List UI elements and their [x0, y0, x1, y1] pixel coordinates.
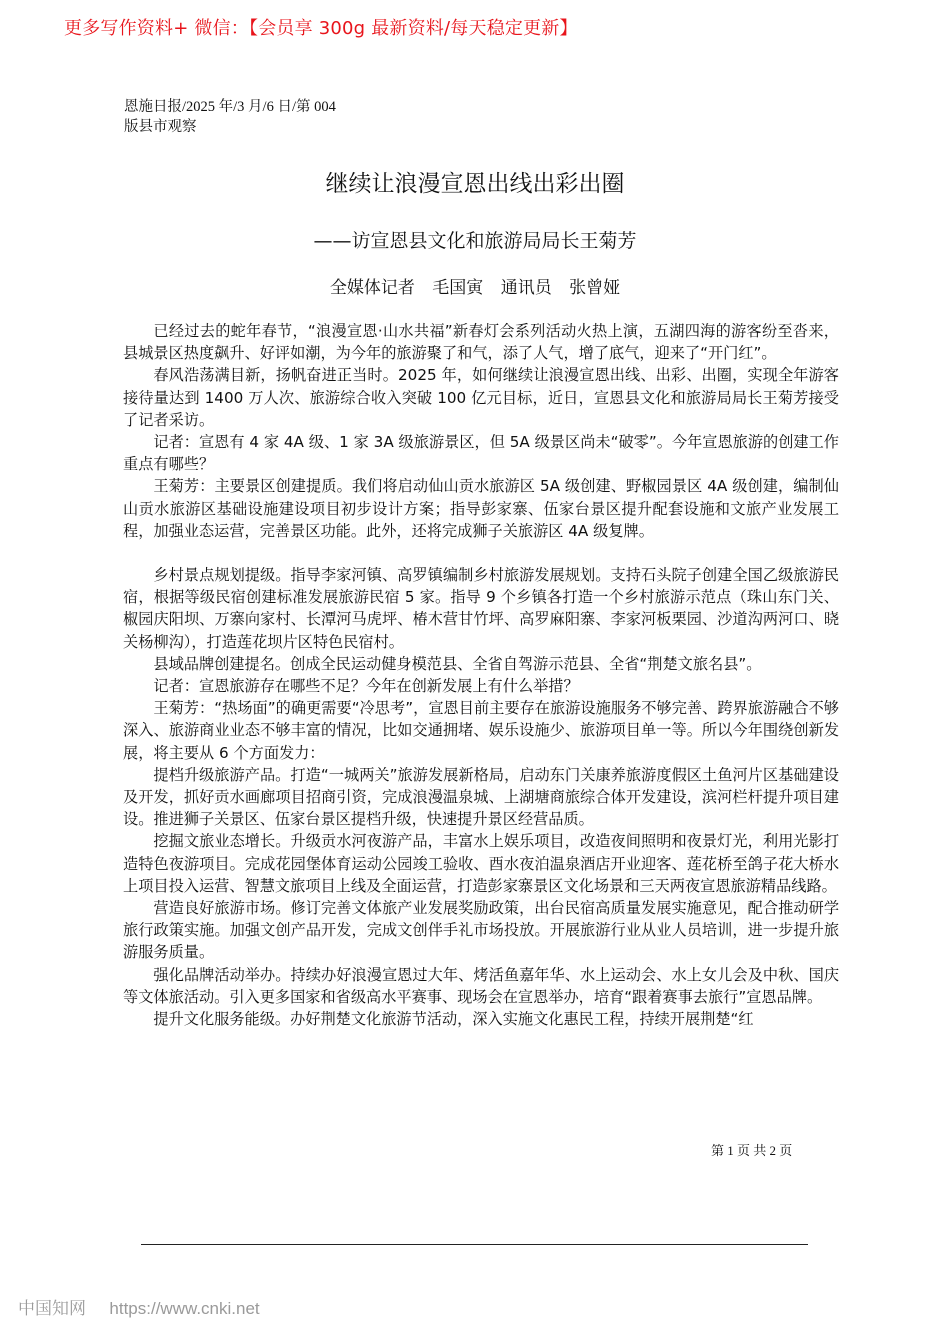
paragraph: 提档升级旅游产品。打造“一城两关”旅游发展新格局，启动东门关康养旅游度假区土鱼河片区基础建设及开发，抓好贡水画廊项目招商引资，完成浪漫温泉城、上湖塘商旅综合体开发建设，滨河栏杆提升项目建设。推进狮子关景区、伍家台景区提档升级，快速提升景区经营品质。: [123, 765, 839, 829]
footer-site-name: 中国知网: [18, 1299, 86, 1319]
byline-role-reporter: 全媒体记者: [329, 278, 415, 298]
article-body: [123, 320, 839, 1030]
page-number: 第 1 页 共 2 页: [711, 1143, 793, 1158]
source-line-2: 版县市观察: [124, 119, 197, 135]
paragraph: 记者：宣恩旅游存在哪些不足？今年在创新发展上有什么举措？: [153, 677, 579, 696]
footer-watermark: [18, 1294, 260, 1319]
paragraph: 提升文化服务能级。办好荆楚文化旅游节活动，深入实施文化惠民工程，持续开展荆楚“红: [153, 1010, 754, 1029]
byline-name-reporter: 毛国寅: [432, 278, 484, 298]
paragraph: 乡村景点规划提级。指导李家河镇、高罗镇编制乡村旅游发展规划。支持石头院子创建全国乙级旅游民宿，根据等级民宿创建标准发展旅游民宿 5 家。指导 9 个乡镇各打造一个乡村旅游示范点（珠山东门关、椒园庆阳坝、万寨向家村、长潭河马虎坪、椿木营甘竹坪、高罗麻阳寨、李家河板栗园、沙道沟两河口、晓关杨柳沟），打造莲花坝片区特色民宿村。: [123, 566, 839, 651]
source-line-1: 恩施日报/2025 年/3 月/6 日/第 004: [124, 99, 336, 115]
paragraph: 挖掘文旅业态增长。升级贡水河夜游产品，丰富水上娱乐项目，改造夜间照明和夜景灯光，利用光影打造特色夜游项目。完成花园堡体育运动公园竣工验收、酉水夜泊温泉酒店开业迎客、莲花桥至鸽子花大桥水上项目投入运营、智慧文旅项目上线及全面运营，打造彭家寨景区文化场景和三天两夜宣恩旅游精品线路。: [123, 832, 839, 895]
footer-url[interactable]: https://www.cnki.net: [109, 1299, 260, 1318]
footer-divider: [141, 1244, 808, 1245]
article-title: 继续让浪漫宣恩出线出彩出圈: [325, 171, 625, 197]
paragraph: 已经过去的蛇年春节，“浪漫宣恩·山水共福”新春灯会系列活动火热上演，五湖四海的游客纷至沓来，县城景区热度飙升、好评如潮，为今年的旅游聚了和气，添了人气，增了底气，迎来了“开门红”。: [123, 322, 839, 363]
paragraph: 营造良好旅游市场。修订完善文体旅产业发展奖励政策，出台民宿高质量发展实施意见，配合推动研学旅行政策实施。加强文创产品开发，完成文创伴手礼市场投放。开展旅游行业从业人员培训，进一步提升旅游服务质量。: [123, 899, 839, 962]
paragraph: 王菊芳：主要景区创建提质。我们将启动仙山贡水旅游区 5A 级创建、野椒园景区 4A 级创建，编制仙山贡水旅游区基础设施建设项目初步设计方案；指导彭家寨、伍家台景区提升配套设施和文旅产业发展工程，加强业态运营，完善景区功能。此外，还将完成狮子关旅游区 4A 级复牌。: [123, 477, 839, 540]
source-info: [124, 97, 336, 137]
byline: [0, 273, 950, 298]
paragraph: 春风浩荡满目新，扬帆奋进正当时。2025 年，如何继续让浪漫宣恩出线、出彩、出圈，实现全年游客接待量达到 1400 万人次、旅游综合收入突破 100 亿元目标，近日，宣恩县文化和旅游局局长王菊芳接受了记者采访。: [123, 366, 839, 429]
paragraph: 王菊芳：“热场面”的确更需要“冷思考”，宣恩目前主要存在旅游设施服务不够完善、跨界旅游融合不够深入、旅游商业业态不够丰富的情况，比如交通拥堵、娱乐设施少、旅游项目单一等。所以今年围绕创新发展，将主要从 6 个方面发力：: [123, 699, 839, 762]
promo-banner: 更多写作资料+ 微信：【会员享 300g 最新资料/每天稳定更新】: [64, 18, 578, 39]
byline-role-correspondent: 通讯员: [500, 278, 552, 298]
byline-name-correspondent: 张曾娅: [569, 278, 621, 298]
paragraph: 县域品牌创建提名。创成全民运动健身模范县、全省自驾游示范县、全省“荆楚文旅名县”。: [153, 654, 762, 673]
article-subtitle: ——访宣恩县文化和旅游局局长王菊芳: [313, 230, 637, 252]
paragraph: 记者：宣恩有 4 家 4A 级、1 家 3A 级旅游景区，但 5A 级景区尚未“破零”。今年宣恩旅游的创建工作重点有哪些？: [123, 433, 839, 474]
paragraph: 强化品牌活动举办。持续办好浪漫宣恩过大年、烤活鱼嘉年华、水上运动会、水上女儿会及中秋、国庆等文体旅活动。引入更多国家和省级高水平赛事、现场会在宣恩举办，培育“跟着赛事去旅行”宣恩品牌。: [123, 965, 839, 1006]
